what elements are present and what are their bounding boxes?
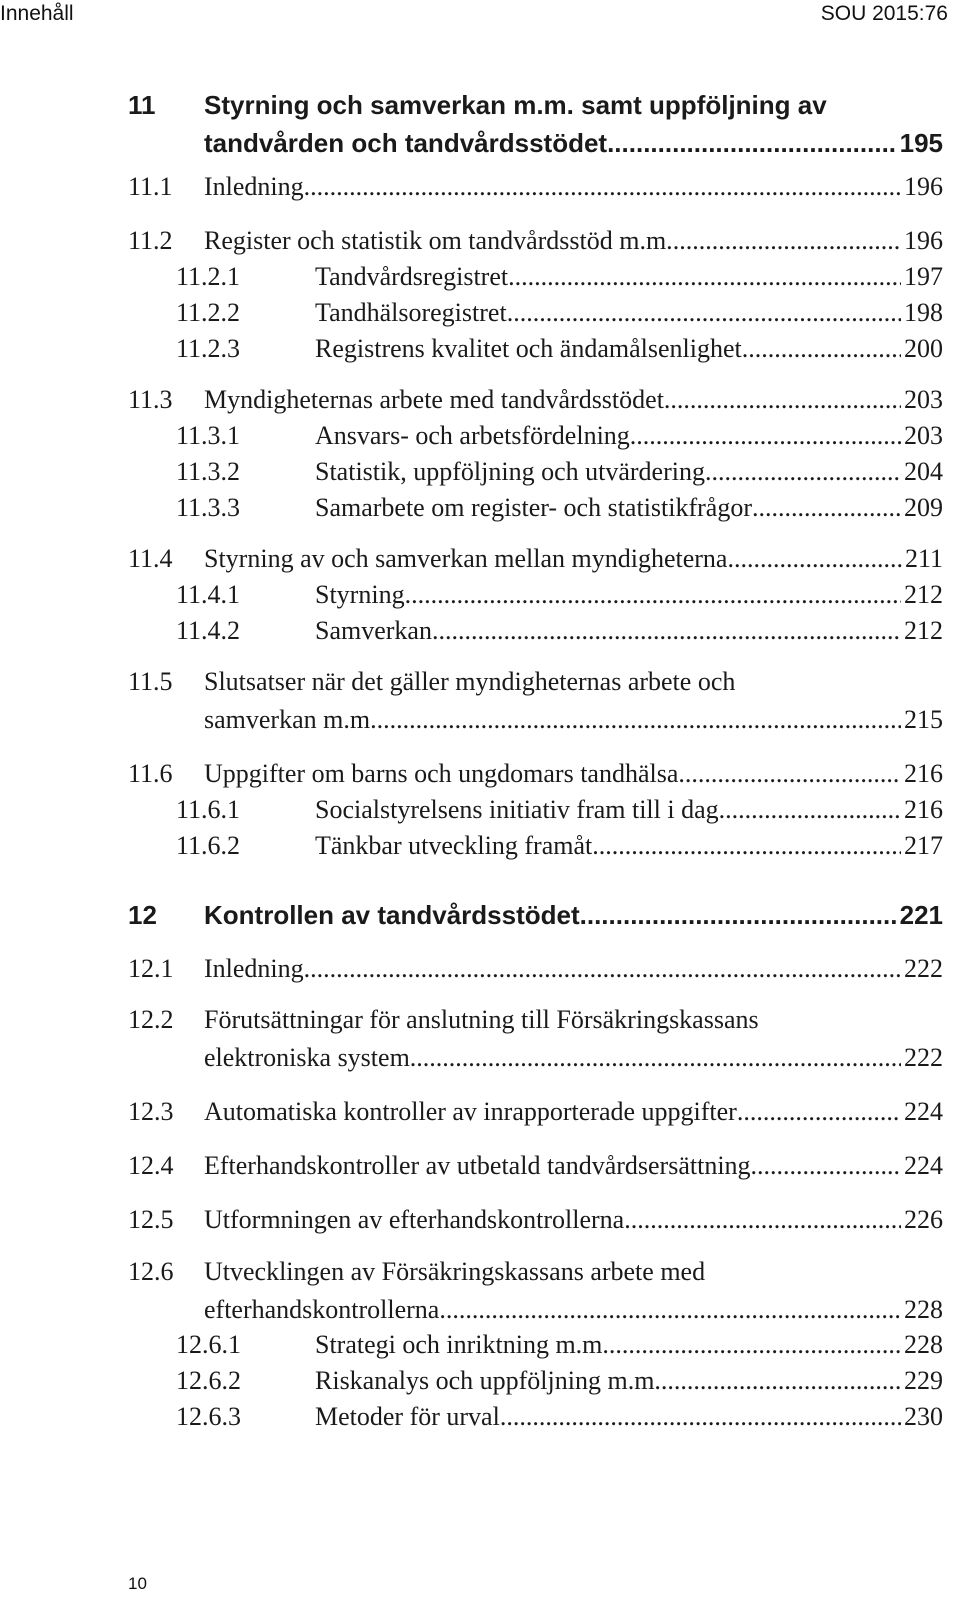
toc-entry[interactable]: [128, 1402, 943, 1440]
toc-entry-number: 12.1: [128, 954, 174, 983]
toc-entry-title: Ansvars- och arbetsfördelning: [315, 421, 630, 450]
toc-entry-number: 12.6: [128, 1257, 174, 1286]
toc-entry-page: 195: [899, 128, 943, 158]
toc-entry-number: 12.6.2: [176, 1366, 241, 1395]
toc-entry[interactable]: [128, 1366, 943, 1404]
toc-entry[interactable]: [128, 1330, 943, 1368]
toc-entry-number: 12.6.1: [176, 1330, 241, 1359]
toc-entry-title: efterhandskontrollerna: [204, 1295, 440, 1324]
dot-leader: [592, 831, 901, 861]
toc-entry-number: 11.2.3: [176, 334, 241, 363]
toc-entry-page: 197: [904, 262, 943, 291]
toc-entry-title: Inledning: [204, 954, 304, 983]
dot-leader: [727, 544, 901, 574]
toc-entry[interactable]: [128, 795, 943, 833]
dot-leader: [507, 298, 901, 328]
dot-leader: [304, 172, 901, 202]
toc-entry-number: 12: [128, 900, 157, 930]
toc-entry-title: Tandhälsoregistret: [315, 298, 507, 327]
running-header-report-id: SOU 2015:76: [820, 2, 948, 25]
dot-leader: [673, 226, 901, 256]
toc-entry[interactable]: [128, 1005, 943, 1081]
toc-entry-page: 196: [904, 226, 943, 255]
toc-entry-page: 229: [904, 1366, 943, 1395]
toc-entry-title: Uppgifter om barns och ungdomars tandhälsa: [204, 759, 679, 788]
toc-entry[interactable]: [128, 334, 943, 372]
toc-entry-page: 230: [904, 1402, 943, 1431]
toc-entry-page: 212: [904, 580, 943, 609]
dot-leader: [751, 1151, 901, 1181]
toc-entry-number: 12.5: [128, 1205, 174, 1234]
toc-entry-page: 228: [904, 1295, 943, 1324]
toc-entry[interactable]: [128, 385, 943, 423]
dot-leader: [742, 334, 901, 364]
dot-leader: [304, 954, 901, 984]
toc-entry-title: elektroniska system: [204, 1043, 410, 1072]
toc-entry-number: 11.2.1: [176, 262, 241, 291]
toc-entry-page: 217: [904, 831, 943, 860]
toc-entry-number: 11.2.2: [176, 298, 241, 327]
toc-entry-number: 11.3.2: [176, 457, 241, 486]
toc-entry-number: 11.6.1: [176, 795, 241, 824]
toc-entry-title: Tandvårdsregistret: [315, 262, 509, 291]
toc-entry-page: 228: [904, 1330, 943, 1359]
toc-entry-page: 200: [904, 334, 943, 363]
toc-entry-title: Samarbete om register- och statistikfrågor: [315, 493, 752, 522]
toc-entry-page: 196: [904, 172, 943, 201]
toc-entry-title: Socialstyrelsens initiativ fram till i dag: [315, 795, 719, 824]
toc-entry-page: 222: [904, 1043, 943, 1072]
running-header-section: Innehåll: [0, 2, 74, 25]
toc-entry-page: 209: [904, 493, 943, 522]
toc-entry[interactable]: [128, 262, 943, 300]
toc-entry-page: 203: [904, 421, 943, 450]
toc-entry-title: Styrning och samverkan m.m. samt uppföljning av: [204, 90, 827, 120]
toc-entry-number: 11.6: [128, 759, 173, 788]
toc-entry-number: 11.3.1: [176, 421, 241, 450]
toc-entry-page: 203: [904, 385, 943, 414]
toc-entry-page: 222: [904, 954, 943, 983]
toc-entry-number: 12.4: [128, 1151, 174, 1180]
toc-entry-title: Register och statistik om tandvårdsstöd m.m.: [204, 226, 673, 255]
toc-entry[interactable]: [128, 831, 943, 869]
toc-entry-title: Samverkan: [315, 616, 432, 645]
dot-leader: [705, 457, 901, 487]
dot-leader: [500, 1402, 901, 1432]
dot-leader: [607, 128, 897, 159]
dot-leader: [719, 795, 901, 825]
toc-entry-title: Strategi och inriktning m.m.: [315, 1330, 609, 1359]
toc-entry-page: 224: [904, 1151, 943, 1180]
dot-leader: [439, 1295, 901, 1325]
dot-leader: [678, 759, 901, 789]
dot-leader: [664, 385, 901, 415]
dot-leader: [737, 1097, 901, 1127]
toc-entry-title: Registrens kvalitet och ändamålsenlighet: [315, 334, 742, 363]
toc-entry-title: Slutsatser när det gäller myndigheternas arbete och: [204, 667, 736, 696]
toc-entry-page: 224: [904, 1097, 943, 1126]
toc-entry[interactable]: [128, 90, 943, 166]
dot-leader: [405, 580, 901, 610]
toc-entry-title: Utvecklingen av Försäkringskassans arbete med: [204, 1257, 706, 1286]
toc-entry-page: 211: [904, 544, 943, 573]
dot-leader: [580, 900, 897, 931]
dot-leader: [624, 1205, 901, 1235]
toc-entry[interactable]: [128, 954, 943, 992]
toc-entry[interactable]: [128, 759, 943, 797]
toc-entry[interactable]: [128, 298, 943, 336]
toc-entry-title: Riskanalys och uppföljning m.m.: [315, 1366, 661, 1395]
dot-leader: [609, 1330, 901, 1360]
toc-entry[interactable]: [128, 580, 943, 618]
toc-entry[interactable]: [128, 900, 943, 938]
dot-leader: [661, 1366, 901, 1396]
toc-entry-page: 215: [904, 705, 943, 734]
toc-entry-title: Efterhandskontroller av utbetald tandvårdsersättning: [204, 1151, 751, 1180]
toc-entry-title: tandvården och tandvårdsstödet: [204, 128, 608, 158]
toc-entry[interactable]: [128, 1257, 943, 1333]
toc-entry-page: 221: [899, 900, 943, 930]
toc-entry-number: 11.2: [128, 226, 173, 255]
dot-leader: [377, 705, 901, 735]
toc-entry-number: 11: [128, 90, 156, 120]
toc-entry-number: 11.6.2: [176, 831, 241, 860]
dot-leader: [508, 262, 901, 292]
toc-entry-title: Tänkbar utveckling framåt: [315, 831, 593, 860]
toc-entry-page: 212: [904, 616, 943, 645]
toc-entry-number: 11.4.1: [176, 580, 241, 609]
toc-entry-title: Styrning av och samverkan mellan myndigheterna: [204, 544, 728, 573]
toc-entry[interactable]: [128, 421, 943, 459]
toc-entry[interactable]: [128, 1205, 943, 1243]
toc-entry[interactable]: [128, 1151, 943, 1189]
toc-entry[interactable]: [128, 493, 943, 531]
toc-entry[interactable]: [128, 226, 943, 264]
toc-entry-title: Förutsättningar för anslutning till Försäkringskassans: [204, 1005, 759, 1034]
toc-entry-title: samverkan m.m.: [204, 705, 377, 734]
toc-entry-number: 11.3: [128, 385, 173, 414]
toc-entry[interactable]: [128, 457, 943, 495]
toc-entry[interactable]: [128, 616, 943, 654]
toc-entry-number: 11.3.3: [176, 493, 241, 522]
toc-entry-page: 226: [904, 1205, 943, 1234]
toc-entry-number: 11.1: [128, 172, 173, 201]
toc-entry-page: 216: [904, 759, 943, 788]
toc-entry[interactable]: [128, 544, 943, 582]
toc-entry-title: Styrning: [315, 580, 405, 609]
toc-entry-number: 11.4.2: [176, 616, 241, 645]
toc-entry-number: 12.2: [128, 1005, 174, 1034]
toc-entry[interactable]: [128, 1097, 943, 1135]
toc-entry-page: 216: [904, 795, 943, 824]
toc-entry-number: 12.3: [128, 1097, 174, 1126]
toc-entry-title: Statistik, uppföljning och utvärdering: [315, 457, 705, 486]
toc-entry-title: Inledning: [204, 172, 304, 201]
dot-leader: [630, 421, 901, 451]
toc-entry-number: 12.6.3: [176, 1402, 241, 1431]
dot-leader: [432, 616, 901, 646]
toc-entry-title: Myndigheternas arbete med tandvårdsstödet: [204, 385, 664, 414]
toc-entry-number: 11.4: [128, 544, 173, 573]
toc-entry-number: 11.5: [128, 667, 173, 696]
toc-entry-page: 198: [904, 298, 943, 327]
toc-entry[interactable]: [128, 667, 943, 743]
toc-entry-title: Automatiska kontroller av inrapporterade uppgifter: [204, 1097, 737, 1126]
dot-leader: [752, 493, 901, 523]
toc-entry[interactable]: [128, 172, 943, 210]
toc-entry-page: 204: [904, 457, 943, 486]
page-number: 10: [128, 1574, 147, 1593]
dot-leader: [410, 1043, 901, 1073]
toc-entry-title: Kontrollen av tandvårdsstödet: [204, 900, 580, 930]
toc-entry-title: Metoder för urval: [315, 1402, 500, 1431]
toc-entry-title: Utformningen av efterhandskontrollerna: [204, 1205, 625, 1234]
